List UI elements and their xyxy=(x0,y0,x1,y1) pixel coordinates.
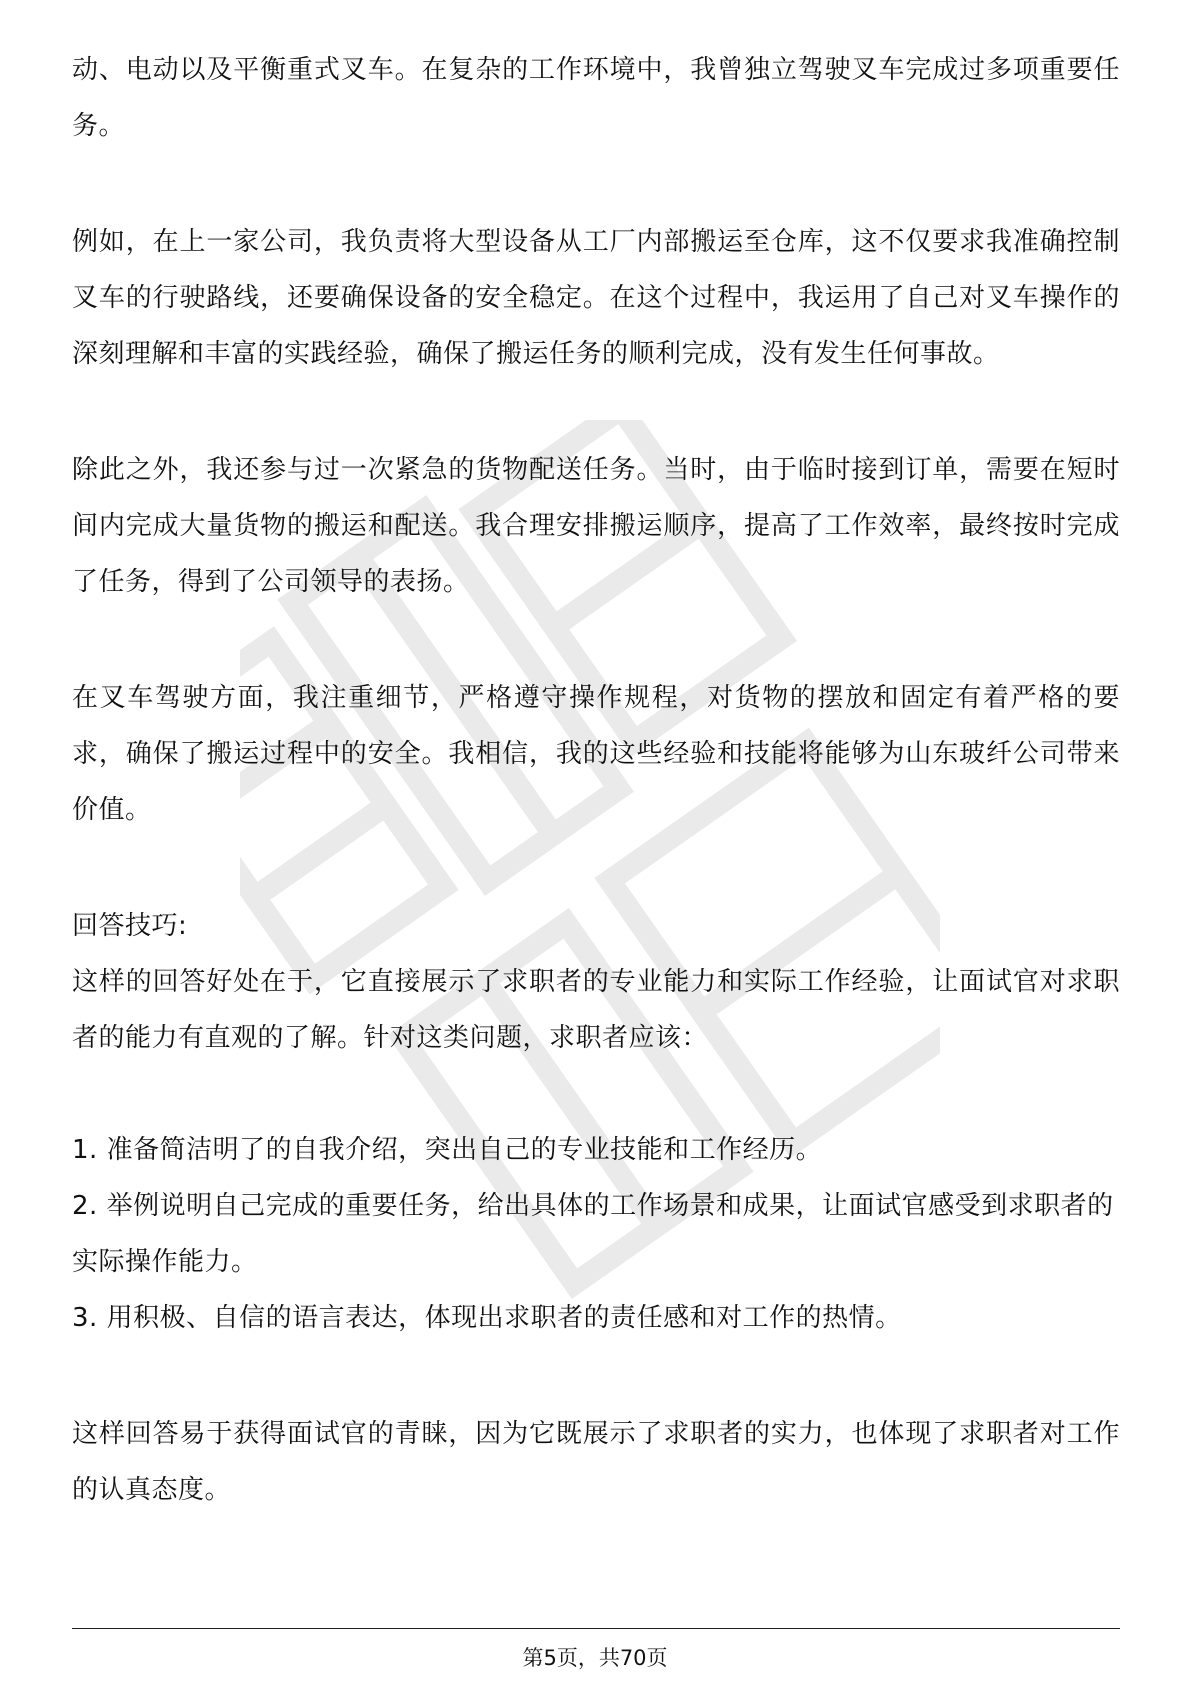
tips-list-item: 3. 用积极、自信的语言表达，体现出求职者的责任感和对工作的热情。 xyxy=(72,1303,902,1333)
paragraph-example-equipment: 例如，在上一家公司，我负责将大型设备从工厂内部搬运至仓库，这不仅要求我准确控制叉车的行驶路线，还要确保设备的安全稳定。在这个过程中，我运用了自己对叉车操作的深刻理解和丰富的实践经验，确保了搬运任务的顺利完成，没有发生任何事故。 xyxy=(72,227,1120,369)
tips-heading: 回答技巧: xyxy=(72,911,188,941)
paragraph-experience-intro: 动、电动以及平衡重式叉车。在复杂的工作环境中，我曾独立驾驶叉车完成过多项重要任务。 xyxy=(72,55,1120,141)
tips-conclusion: 这样回答易于获得面试官的青睐，因为它既展示了求职者的实力，也体现了求职者对工作的认真态度。 xyxy=(72,1419,1120,1505)
footer-divider xyxy=(72,1628,1120,1629)
page-number: 第5页，共70页 xyxy=(522,1646,668,1670)
paragraph-safety-detail: 在叉车驾驶方面，我注重细节，严格遵守操作规程，对货物的摆放和固定有着严格的要求，确保了搬运过程中的安全。我相信，我的这些经验和技能将能够为山东玻纤公司带来价值。 xyxy=(72,683,1120,825)
tips-list xyxy=(72,1122,1120,1346)
tips-list-item: 2. 举例说明自己完成的重要任务，给出具体的工作场景和成果，让面试官感受到求职者的实际操作能力。 xyxy=(72,1191,1114,1277)
document-body xyxy=(72,42,1120,1518)
tips-intro: 这样的回答好处在于，它直接展示了求职者的专业能力和实际工作经验，让面试官对求职者的能力有直观的了解。针对这类问题，求职者应该： xyxy=(72,967,1120,1053)
tips-list-item: 1. 准备简洁明了的自我介绍，突出自己的专业技能和工作经历。 xyxy=(72,1135,823,1165)
paragraph-urgent-delivery: 除此之外，我还参与过一次紧急的货物配送任务。当时，由于临时接到订单，需要在短时间内完成大量货物的搬运和配送。我合理安排搬运顺序，提高了工作效率，最终按时完成了任务，得到了公司领导的表扬。 xyxy=(72,455,1120,597)
